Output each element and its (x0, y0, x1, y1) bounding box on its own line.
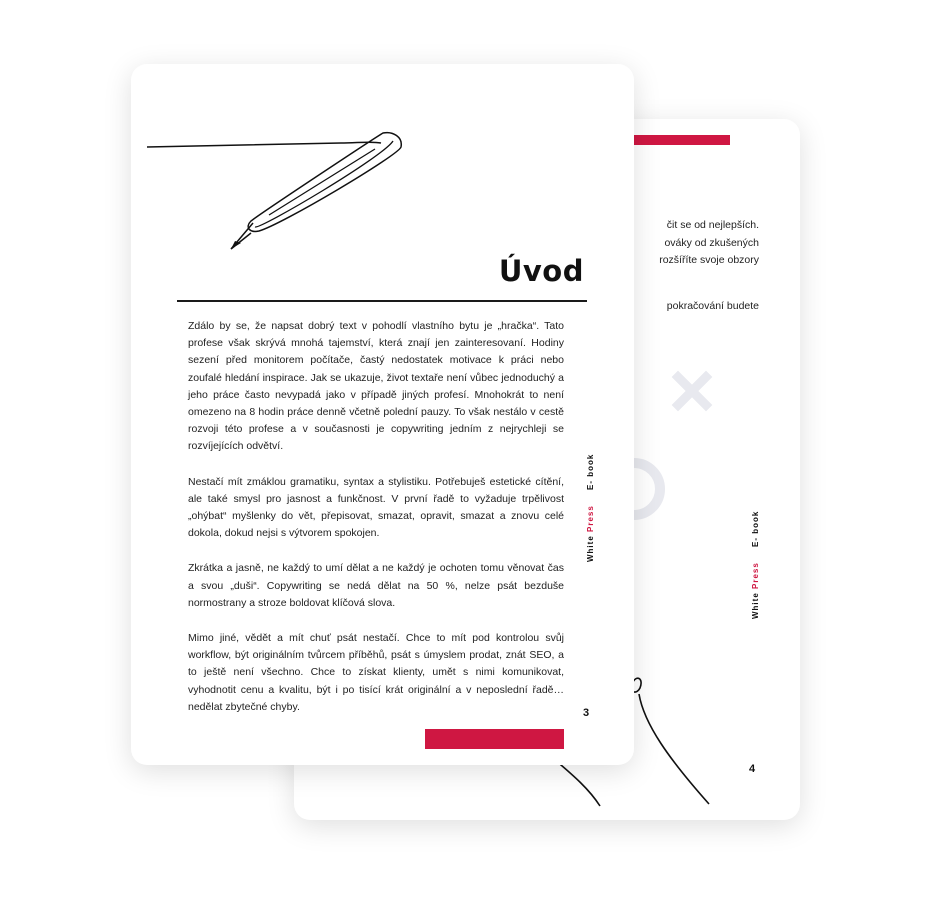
brand-white: White (586, 535, 595, 562)
accent-bar-top (634, 135, 730, 145)
back-text-line-1: čit se od nejlepších. (666, 219, 759, 231)
page-number: 4 (749, 763, 756, 775)
page-title: Úvod (498, 254, 584, 288)
ebook-page-3 (131, 64, 634, 765)
brand-ebook: E- book (751, 510, 760, 547)
title-divider (177, 300, 587, 302)
side-brand-label (586, 454, 595, 562)
paragraph-4: Mimo jiné, vědět a mít chuť psát nestačí. Chce to mít pod kontrolou svůj workflow, být originálním tvůrcem příběhů, psát s úmyslem prodat, znát SEO, a to ještě není všechno. Chce to získat klienty, umět s nimi komunikovat, vyhodnotit cenu a kvalitu, být i po tisící krát originální a v neposlední řadě… nedělat zbytečné chyby. (188, 632, 564, 713)
paragraph-3: Zkrátka a jasně, ne každý to umí dělat a ne každý je ochoten tomu věnovat čas a svou „duši“. Copywriting se nedá dělat na 50 %, nelze psát bezduše normostrany a stroze boldovat klíčová slova. (188, 562, 564, 609)
side-brand-label (751, 511, 760, 619)
brand-ebook: E- book (586, 453, 595, 490)
page-number: 3 (583, 707, 590, 719)
body-text (188, 318, 564, 734)
brand-white: White (751, 592, 760, 619)
paragraph-2: Nestačí mít zmáklou gramatiku, syntax a stylistiku. Potřebuješ estetické cítění, ale také smysl pro jasnost a funkčnost. V první řadě to vyžaduje trpělivost „ohýbat“ myšlenky do vět, přepisovat, smazat, opravit, smazat a znovu celé dokola, dokud nejsi s výtvorem spokojen. (188, 475, 564, 540)
back-text-line-4: pokračování budete (666, 300, 759, 312)
pen-lineart-icon (131, 119, 431, 259)
accent-bar-bottom (425, 729, 564, 749)
brand-press: Press (751, 562, 760, 589)
back-text-line-3: rozšíříte svoje obzory (659, 254, 759, 266)
back-text-line-2: ováky od zkušených (664, 237, 759, 249)
paragraph-1: Zdálo by se, že napsat dobrý text v pohodlí vlastního bytu je „hračka“. Tato profese však skrývá mnohá tajemství, která znají jen zainteresovaní. Hodiny sezení před monitorem počítače, častý nedostatek motivace k práci nebo zoufalé hledání inspirace. Jak se ukazuje, život textaře není vůbec jednoduchý a jeho práce často nevypadá jako v případě jiných profesí. Mnohokrát to není omezeno na 8 hodin práce denně včetně polední pauzy. To však nestálo v cestě rozvoji této profese a v současnosti je copywriting jedním z nejrychleji se rozvíjejících odvětví. (188, 320, 564, 453)
brand-press: Press (586, 505, 595, 532)
watermark-cross-icon (672, 371, 712, 411)
